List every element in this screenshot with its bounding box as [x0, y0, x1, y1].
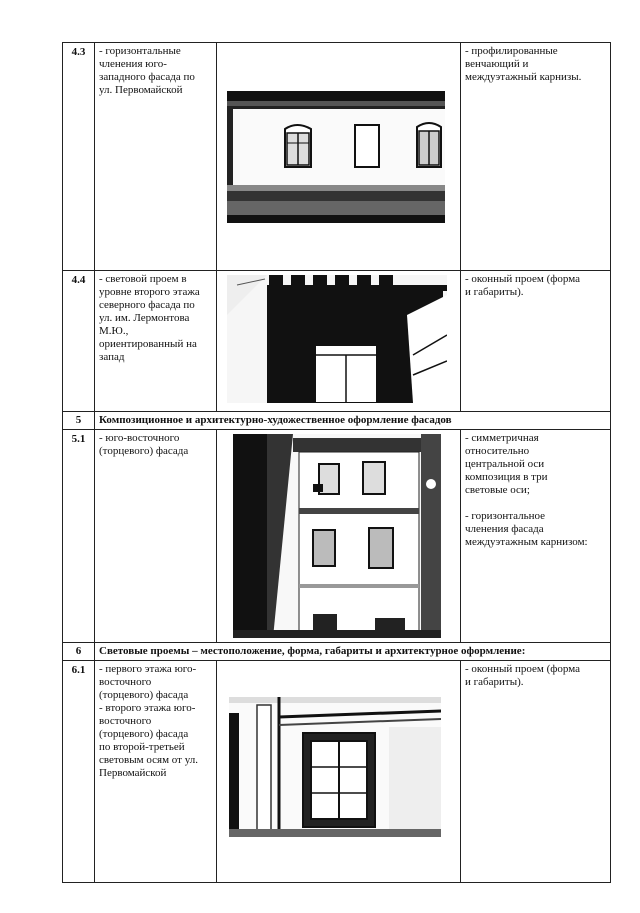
section-title: Композиционное и архитектурно-художественное оформление фасадов [95, 412, 611, 430]
facade-photo-image [227, 91, 445, 223]
window-detail-image [229, 697, 441, 837]
row-note: - симметричная относительно центральной оси композиция в три световые оси; - горизонтальное членения фасада междуэтажным карнизом: [461, 430, 611, 643]
row-note: - профилированные венчающий и междуэтажный карнизы. [461, 43, 611, 271]
row-description: - первого этажа юго- восточного (торцевого) фасада - второго этажа юго- восточного (торцевого) фасада по второй-третьей световым осям от ул. Первомайской [95, 661, 217, 883]
section-header-row [63, 643, 611, 661]
table-row [63, 661, 611, 883]
window-opening-photo [217, 271, 461, 412]
opening-photo-image [227, 275, 447, 403]
end-facade-photo [217, 430, 461, 643]
row-description: - юго-восточного (торцевого) фасада [95, 430, 217, 643]
window-detail-photo [217, 661, 461, 883]
section-number: 6 [63, 643, 95, 661]
row-number: 6.1 [63, 661, 95, 883]
row-note: - оконный проем (форма и габариты). [461, 271, 611, 412]
building-facade-photo [217, 43, 461, 271]
end-facade-image [233, 434, 441, 638]
section-header-row [63, 412, 611, 430]
table-row [63, 430, 611, 643]
table-row [63, 43, 611, 271]
row-number: 5.1 [63, 430, 95, 643]
row-number: 4.4 [63, 271, 95, 412]
row-number: 4.3 [63, 43, 95, 271]
row-description: - горизонтальные членения юго- западного фасада по ул. Первомайской [95, 43, 217, 271]
row-note: - оконный проем (форма и габариты). [461, 661, 611, 883]
table-row [63, 271, 611, 412]
section-title: Световые проемы – местоположение, форма, габариты и архитектурное оформление: [95, 643, 611, 661]
section-number: 5 [63, 412, 95, 430]
document-sheet [62, 42, 610, 882]
facade-elements-table [62, 42, 611, 883]
row-description: - световой проем в уровне второго этажа северного фасада по ул. им. Лермонтова М.Ю., ориентированный на запад [95, 271, 217, 412]
